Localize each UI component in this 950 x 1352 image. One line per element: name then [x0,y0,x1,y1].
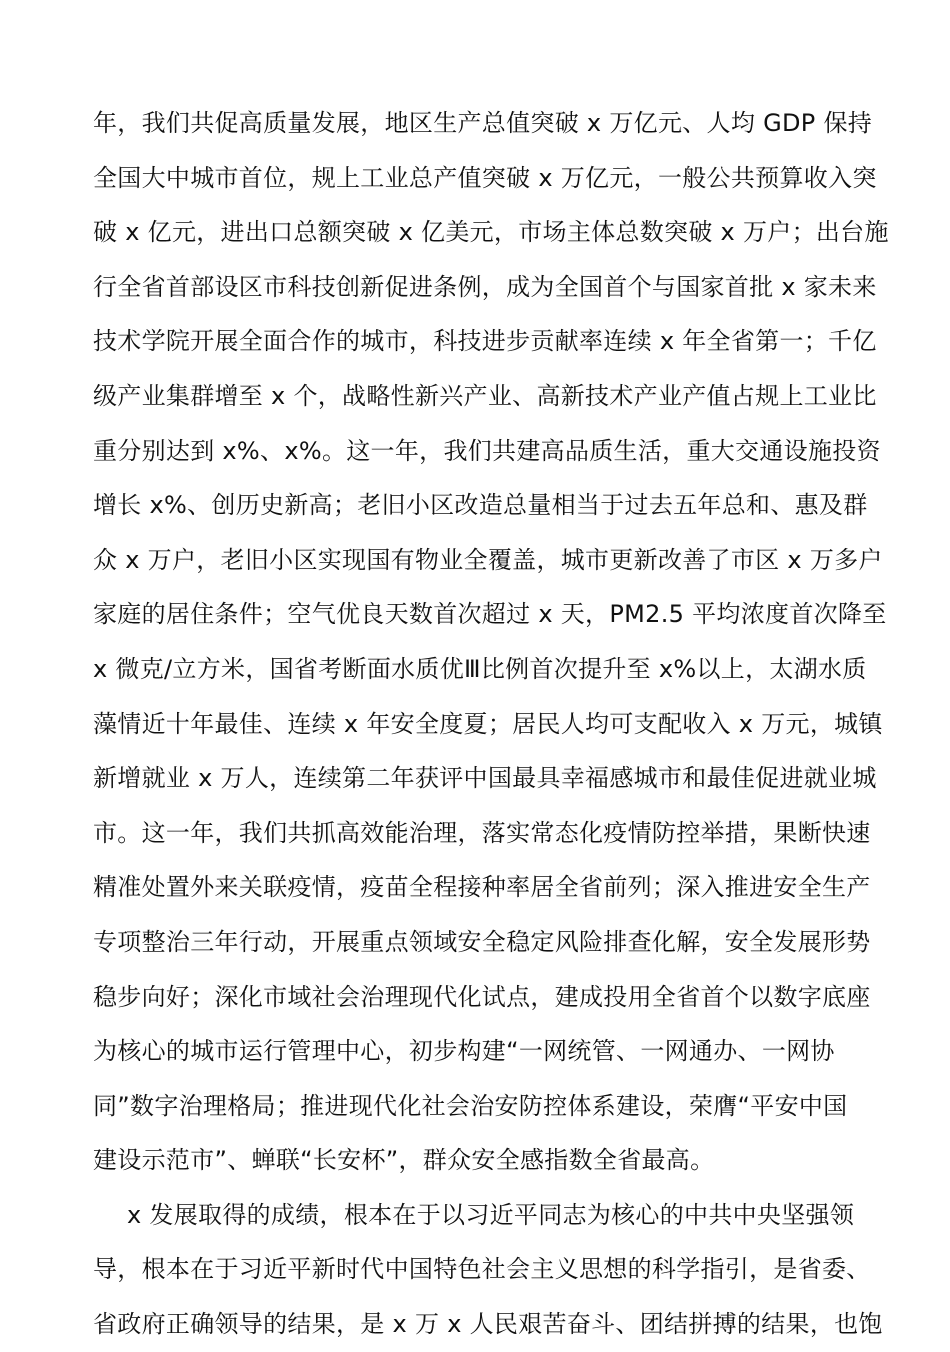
text-line: 众 x 万户，老旧小区实现国有物业全覆盖，城市更新改善了市区 x 万多户 [93,545,883,574]
text-line: 同”数字治理格局；推进现代化社会治安防控体系建设，荣膺“平安中国 [93,1091,848,1120]
text-line: 技术学院开展全面合作的城市，科技进步贡献率连续 x 年全省第一；千亿 [93,327,877,356]
text-line: 全国大中城市首位，规上工业总产值突破 x 万亿元，一般公共预算收入突 [93,163,877,192]
text-line: 藻情近十年最佳、连续 x 年安全度夏；居民人均可支配收入 x 万元，城镇 [93,709,883,738]
text-line: 增长 x%、创历史新高；老旧小区改造总量相当于过去五年总和、惠及群 [93,491,868,520]
text-line: 导，根本在于习近平新时代中国特色社会主义思想的科学指引，是省委、 [93,1255,871,1284]
text-line: x 微克/立方米，国省考断面水质优Ⅲ比例首次提升至 x%以上，太湖水质 [93,654,867,683]
text-line: 新增就业 x 万人，连续第二年获评中国最具幸福感城市和最佳促进就业城 [93,764,877,793]
text-line: 行全省首部设区市科技创新促进条例，成为全国首个与国家首批 x 家未来 [93,272,877,301]
text-line: 建设示范市”、蝉联“长安杯”，群众安全感指数全省最高。 [93,1146,715,1175]
text-line: 市。这一年，我们共抓高效能治理，落实常态化疫情防控举措，果断快速 [93,818,871,847]
body-text [93,96,889,1352]
text-line: 级产业集群增至 x 个，战略性新兴产业、高新技术产业产值占规上工业比 [93,381,877,410]
text-line: 稳步向好；深化市域社会治理现代化试点，建成投用全省首个以数字底座 [93,982,871,1011]
text-line: 重分别达到 x%、x%。这一年，我们共建高品质生活，重大交通设施投资 [93,436,881,465]
text-line: 省政府正确领导的结果，是 x 万 x 人民艰苦奋斗、团结拼搏的结果，也饱 [93,1310,883,1339]
text-line: 精准处置外来关联疫情，疫苗全程接种率居全省前列；深入推进安全生产 [93,873,871,902]
text-line: 家庭的居住条件；空气优良天数首次超过 x 天，PM2.5 平均浓度首次降至 [93,600,887,629]
text-line: 破 x 亿元，进出口总额突破 x 亿美元，市场主体总数突破 x 万户；出台施 [93,218,889,247]
text-line: 专项整治三年行动，开展重点领域安全稳定风险排查化解，安全发展形势 [93,927,871,956]
text-line: 年，我们共促高质量发展，地区生产总值突破 x 万亿元、人均 GDP 保持 [93,109,873,137]
paragraph-first-line: x 发展取得的成绩，根本在于以习近平同志为核心的中共中央坚强领 [127,1200,855,1229]
text-line: 为核心的城市运行管理中心，初步构建“一网统管、一网通办、一网协 [93,1037,835,1066]
